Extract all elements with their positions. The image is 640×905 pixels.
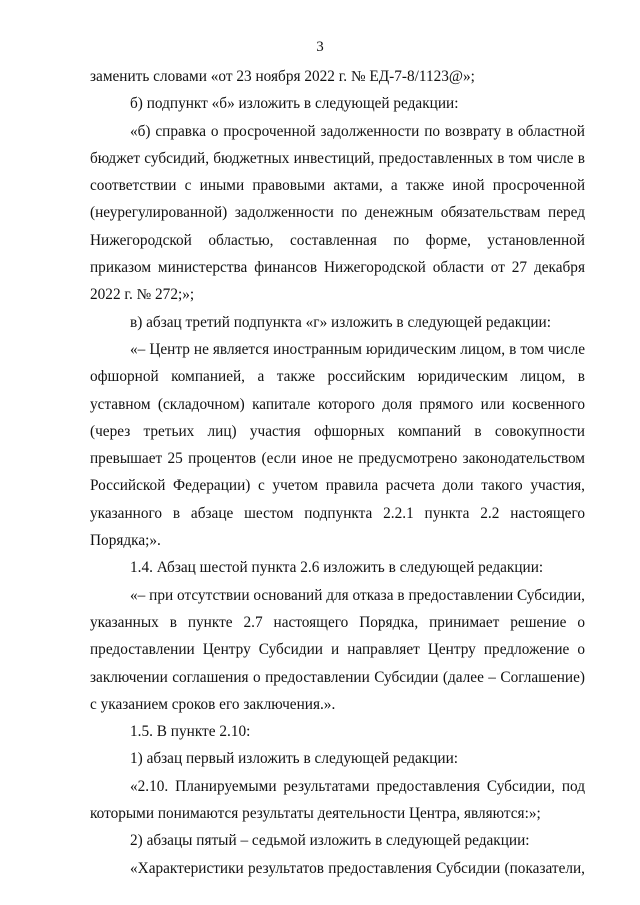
paragraph: «Характеристики результатов предоставления Субсидии (показатели, bbox=[130, 859, 585, 877]
paragraph: заменить словами «от 23 ноября 2022 г. № ЕД-7-8/1123@»; bbox=[90, 68, 475, 85]
paragraph: «2.10. Планируемыми результатами предоставления Субсидии, под которыми понимаются результаты деятельности Центра, являются:»; bbox=[90, 777, 585, 823]
page-number: 3 bbox=[316, 39, 324, 55]
paragraph: «– Центр не является иностранным юридическим лицом, в том числе офшорной компанией, а также российским юридическим лицом, в уставном (складочном) капитале которого доля прямого или косвенного (через третьих лиц) участия офшорных компаний в совокупности превышает 25 процентов (если иное не предусмотрено законодательством Российской Федерации) с учетом правила расчета доли такого участия, указанного в абзаце шестом подпункта 2.2.1 пункта 2.2 настоящего Порядка;». bbox=[90, 340, 585, 550]
paragraph: в) абзац третий подпункта «г» изложить в следующей редакции: bbox=[130, 313, 551, 331]
paragraph: «– при отсутствии оснований для отказа в предоставлении Субсидии, указанных в пункте 2.7 настоящего Порядка, принимает решение о предоставлении Центру Субсидии и направляет Центру предложение о заключении соглашения о предоставлении Субсидии (далее – Соглашение) с указанием сроков его заключения.». bbox=[90, 586, 585, 713]
paragraph: 1) абзац первый изложить в следующей редакции: bbox=[130, 750, 459, 768]
paragraph: б) подпункт «б» изложить в следующей редакции: bbox=[130, 95, 459, 113]
paragraph: 1.4. Абзац шестой пункта 2.6 изложить в следующей редакции: bbox=[130, 559, 544, 577]
paragraph: 2) абзацы пятый – седьмой изложить в следующей редакции: bbox=[130, 832, 530, 850]
paragraph: 1.5. В пункте 2.10: bbox=[130, 723, 251, 741]
document-body bbox=[90, 63, 585, 882]
paragraph: «б) справка о просроченной задолженности по возврату в областной бюджет субсидий, бюджетных инвестиций, предоставленных в том числе в соответствии с иными правовыми актами, а также иной просроченной (неурегулированной) задолженности по денежным обязательствам перед Нижегородской областью, составленная по форме, установленной приказом министерства финансов Нижегородской области от 27 декабря 2022 г. № 272;»; bbox=[90, 122, 585, 304]
